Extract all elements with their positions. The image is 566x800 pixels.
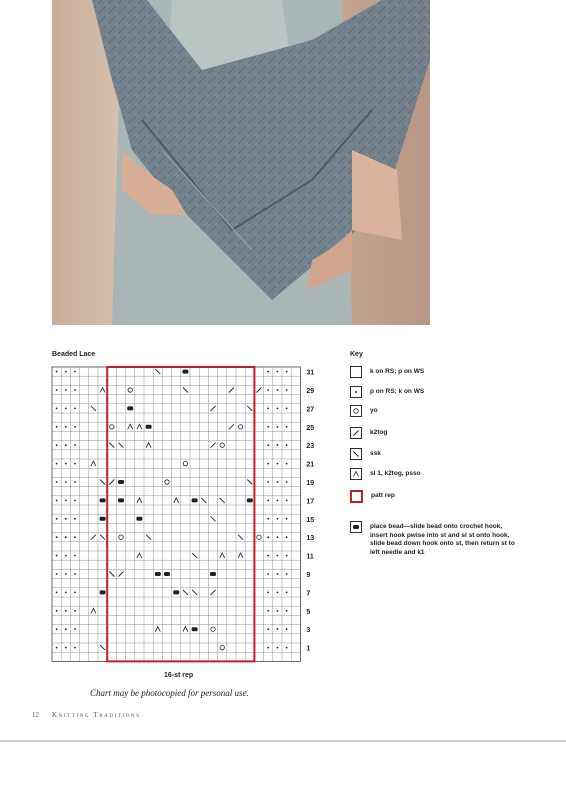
purl-dot [277, 426, 279, 428]
purl-dot [74, 536, 76, 538]
purl-dot [277, 536, 279, 538]
key-title: Key [350, 351, 363, 358]
bead-symbol [192, 627, 198, 631]
bead-symbol [182, 370, 188, 374]
row-number: 25 [306, 424, 315, 432]
purl-dot [267, 518, 269, 520]
purl-dot [65, 592, 67, 594]
shawl-photo-illustration [52, 0, 430, 325]
row-number: 27 [306, 406, 315, 414]
purl-dot [286, 463, 288, 465]
row-number: 13 [306, 535, 315, 543]
key-label: ssk [370, 450, 381, 457]
purl-dot [65, 481, 67, 483]
row-number: 29 [306, 388, 315, 395]
purl-dot [74, 408, 76, 410]
purl-dot [74, 647, 76, 649]
purl-dot [267, 628, 269, 630]
purl-dot [56, 371, 58, 373]
purl-dot [74, 444, 76, 446]
purl-dot [267, 592, 269, 594]
purl-dot [267, 389, 269, 391]
row-number: 19 [306, 480, 315, 487]
purl-dot [56, 389, 58, 391]
bead-symbol [100, 498, 106, 502]
purl-dot [267, 555, 269, 557]
purl-dot [286, 371, 288, 373]
purl-dot [277, 463, 279, 465]
purl-dot [74, 463, 76, 465]
row-number: 23 [306, 443, 315, 451]
purl-dot [286, 389, 288, 391]
purl-dot [74, 628, 76, 630]
purl-dot [56, 518, 58, 520]
purl-dot [267, 647, 269, 649]
purl-dot [277, 500, 279, 502]
purl-dot [286, 481, 288, 483]
purl-dot [65, 371, 67, 373]
purl-dot [277, 481, 279, 483]
bead-symbol [146, 425, 152, 429]
purl-dot [56, 592, 58, 594]
running-head: Knitting Traditions [52, 711, 141, 719]
purl-dot [65, 389, 67, 391]
purl-dot [65, 573, 67, 575]
key-label: k on RS; p on WS [370, 368, 425, 375]
purl-dot [65, 610, 67, 612]
purl-dot [267, 610, 269, 612]
rep-key-icon [350, 490, 363, 503]
purl-dot [267, 426, 269, 428]
purl-dot [74, 500, 76, 502]
purl-dot [74, 518, 76, 520]
row-number: 21 [306, 461, 315, 469]
key-label: sl 1, k2tog, psso [370, 470, 421, 477]
purl-dot [286, 555, 288, 557]
key-item-blank [350, 366, 520, 378]
purl-dot [56, 426, 58, 428]
purl-dot [74, 371, 76, 373]
purl-dot [65, 555, 67, 557]
bead-symbol [192, 498, 198, 502]
purl-dot [56, 647, 58, 649]
purl-dot [277, 610, 279, 612]
bottom-rule [0, 740, 566, 742]
purl-dot [74, 592, 76, 594]
bead-symbol [136, 517, 142, 521]
purl-dot [65, 518, 67, 520]
chart-title: Beaded Lace [52, 351, 96, 358]
purl-dot [286, 500, 288, 502]
row-number: 9 [306, 572, 311, 579]
bead-symbol [164, 572, 170, 576]
purl-dot [267, 481, 269, 483]
purl-dot [56, 444, 58, 446]
shawl-photo [52, 0, 430, 325]
purl-dot [277, 518, 279, 520]
row-number: 3 [306, 627, 311, 635]
bead-symbol [118, 498, 124, 502]
key-item-yo [350, 405, 520, 417]
purl-dot [65, 628, 67, 630]
purl-dot [286, 647, 288, 649]
purl-dot [286, 610, 288, 612]
bead-key-icon [350, 521, 362, 533]
bead-symbol [100, 590, 106, 594]
purl-dot [74, 426, 76, 428]
page-number: 12 [32, 711, 39, 719]
purl-dot [267, 371, 269, 373]
purl-dot [74, 573, 76, 575]
purl-dot [286, 444, 288, 446]
bead-symbol [118, 480, 124, 484]
dot-key-icon [350, 386, 362, 398]
row-number: 31 [306, 369, 315, 377]
purl-dot [56, 463, 58, 465]
row-number: 15 [306, 516, 315, 524]
bead-symbol [173, 590, 179, 594]
purl-dot [277, 408, 279, 410]
bead-symbol [155, 572, 161, 576]
k2tog-key-icon [350, 427, 362, 439]
key-label: k2tog [370, 429, 388, 436]
purl-dot [277, 628, 279, 630]
purl-dot [267, 536, 269, 538]
bead-symbol [210, 572, 216, 576]
purl-dot [286, 573, 288, 575]
purl-dot [56, 500, 58, 502]
key-label: place bead—slide bead onto crochet hook, insert hook pwise into st and sl st onto hook, slide bead down hook onto st, then return st to left needle and k1 [370, 523, 515, 556]
purl-dot [65, 500, 67, 502]
key-label: p on RS; k on WS [370, 388, 425, 395]
purl-dot [56, 408, 58, 410]
key-item-k2tog [350, 427, 520, 439]
purl-dot [65, 647, 67, 649]
purl-dot [286, 426, 288, 428]
key-label: yo [370, 407, 378, 414]
purl-dot [65, 444, 67, 446]
row-number: 17 [306, 498, 315, 506]
row-number: 1 [306, 645, 311, 653]
purl-dot [267, 500, 269, 502]
purl-dot [267, 408, 269, 410]
blank-key-icon [350, 366, 362, 378]
photocopy-note: Chart may be photocopied for personal use. [90, 688, 249, 698]
purl-dot [277, 592, 279, 594]
stitch-chart [52, 367, 315, 665]
ssk-key-icon [350, 448, 362, 460]
purl-dot [267, 463, 269, 465]
bead-symbol [247, 498, 253, 502]
rep-label: 16-st rep [164, 672, 194, 679]
row-number: 7 [306, 590, 311, 598]
purl-dot [277, 647, 279, 649]
purl-dot [277, 573, 279, 575]
purl-dot [277, 371, 279, 373]
purl-dot [56, 536, 58, 538]
purl-dot [56, 628, 58, 630]
purl-dot [65, 536, 67, 538]
key-item-sk2p [350, 468, 520, 480]
row-number: 11 [306, 553, 314, 561]
purl-dot [56, 481, 58, 483]
key-label: patt rep [371, 492, 395, 499]
purl-dot [267, 573, 269, 575]
purl-dot [74, 555, 76, 557]
purl-dot [277, 555, 279, 557]
purl-dot [74, 389, 76, 391]
purl-dot [56, 610, 58, 612]
bead-symbol [127, 406, 133, 410]
yo-key-icon [350, 405, 362, 417]
purl-dot [277, 389, 279, 391]
purl-dot [65, 408, 67, 410]
key-item-ssk [350, 448, 520, 460]
key-item-bead [350, 521, 520, 557]
key-item-rep [350, 490, 521, 503]
purl-dot [277, 444, 279, 446]
purl-dot [286, 518, 288, 520]
purl-dot [65, 463, 67, 465]
purl-dot [267, 444, 269, 446]
purl-dot [286, 628, 288, 630]
row-number: 5 [306, 608, 311, 616]
sk2p-key-icon [350, 468, 362, 480]
purl-dot [56, 555, 58, 557]
purl-dot [65, 426, 67, 428]
bead-symbol [100, 517, 106, 521]
purl-dot [56, 573, 58, 575]
purl-dot [286, 408, 288, 410]
purl-dot [74, 481, 76, 483]
key-item-dot [350, 386, 520, 398]
purl-dot [286, 536, 288, 538]
purl-dot [286, 592, 288, 594]
purl-dot [74, 610, 76, 612]
